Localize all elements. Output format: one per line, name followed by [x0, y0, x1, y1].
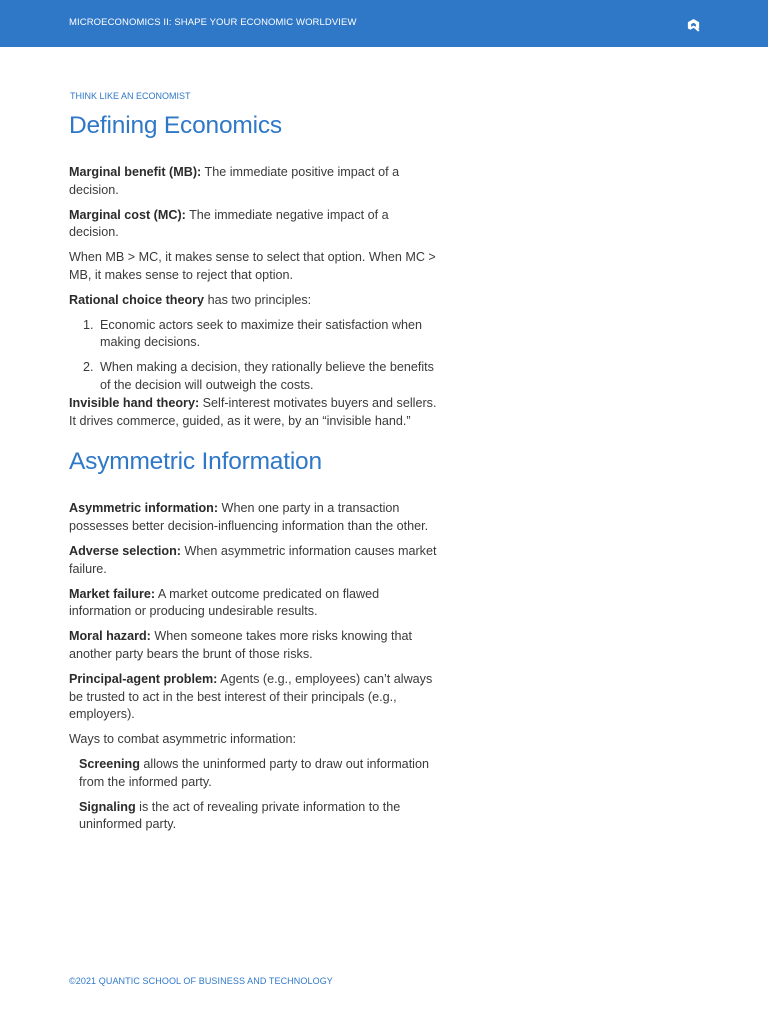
list-item [69, 317, 441, 353]
heading-asymmetric-information: Asymmetric Information [69, 448, 322, 476]
definition-moral-hazard [69, 628, 441, 664]
rational-choice-principles [69, 317, 441, 395]
list-item [69, 359, 441, 395]
definition-text: Agents (e.g., employees) can’t always be trusted to act in the best interest of their principals (e.g., employers). [69, 671, 433, 722]
list-number: 2. [83, 360, 94, 375]
term: Signaling [79, 799, 136, 814]
term: Invisible hand theory: [69, 395, 200, 410]
list-number: 1. [83, 317, 94, 332]
term: Rational choice theory [69, 292, 205, 307]
definition-text: The immediate positive impact of a decision. [69, 165, 400, 197]
term: Marginal cost (MC): [69, 207, 186, 222]
definition-marginal-benefit [69, 164, 441, 200]
definition-principal-agent [69, 671, 441, 724]
heading-defining-economics: Defining Economics [69, 112, 282, 139]
definition-text: When asymmetric information causes market failure. [69, 543, 437, 576]
definition-text: When someone takes more risks knowing that another party bears the brunt of those risks. [69, 629, 412, 661]
term: Market failure: [69, 586, 156, 601]
rational-choice-intro [69, 292, 441, 310]
section-kicker: THINK LIKE AN ECONOMIST [70, 91, 191, 101]
main-content [69, 89, 441, 841]
footer-copyright: ©2021 QUANTIC SCHOOL OF BUSINESS AND TECHNOLOGY [69, 976, 333, 986]
mb-mc-rule: When MB > MC, it makes sense to select that option. When MC > MB, it makes sense to reject that option. [69, 250, 436, 282]
ways-intro: Ways to combat asymmetric information: [69, 732, 296, 747]
term: Principal-agent problem: [69, 671, 218, 686]
definition-asymmetric-information [69, 500, 441, 536]
definition-text: When one party in a transaction possesses better decision-influencing information than the other. [69, 501, 429, 534]
course-title: MICROECONOMICS II: SHAPE YOUR ECONOMIC WORLDVIEW [69, 17, 357, 28]
header-bar [0, 0, 768, 47]
definition-screening [69, 756, 441, 792]
definition-market-failure [69, 586, 441, 622]
term: Marginal benefit (MB): [69, 165, 202, 179]
definition-signaling [69, 799, 441, 835]
definition-adverse-selection [69, 543, 441, 579]
term: Screening [79, 756, 140, 771]
term: Moral hazard: [69, 629, 151, 644]
definition-text: allows the uninformed party to draw out information from the informed party. [79, 756, 429, 789]
quantic-logo-icon [686, 18, 701, 33]
definition-invisible-hand [69, 395, 441, 431]
definition-text: has two principles: [204, 292, 312, 307]
definition-text: The immediate negative impact of a decision. [69, 207, 389, 240]
list-text: Economic actors seek to maximize their satisfaction when making decisions. [100, 317, 422, 350]
list-text: When making a decision, they rationally believe the benefits of the decision will outweigh the costs. [100, 360, 434, 392]
definition-text: A market outcome predicated on flawed information or producing undesirable results. [69, 586, 380, 619]
definition-marginal-cost [69, 207, 441, 243]
definition-text: Self-interest motivates buyers and sellers. It drives commerce, guided, as it were, by an “invisible hand.” [69, 395, 437, 428]
term: Asymmetric information: [69, 501, 219, 516]
term: Adverse selection: [69, 543, 181, 558]
definition-text: is the act of revealing private information to the uninformed party. [79, 799, 401, 832]
